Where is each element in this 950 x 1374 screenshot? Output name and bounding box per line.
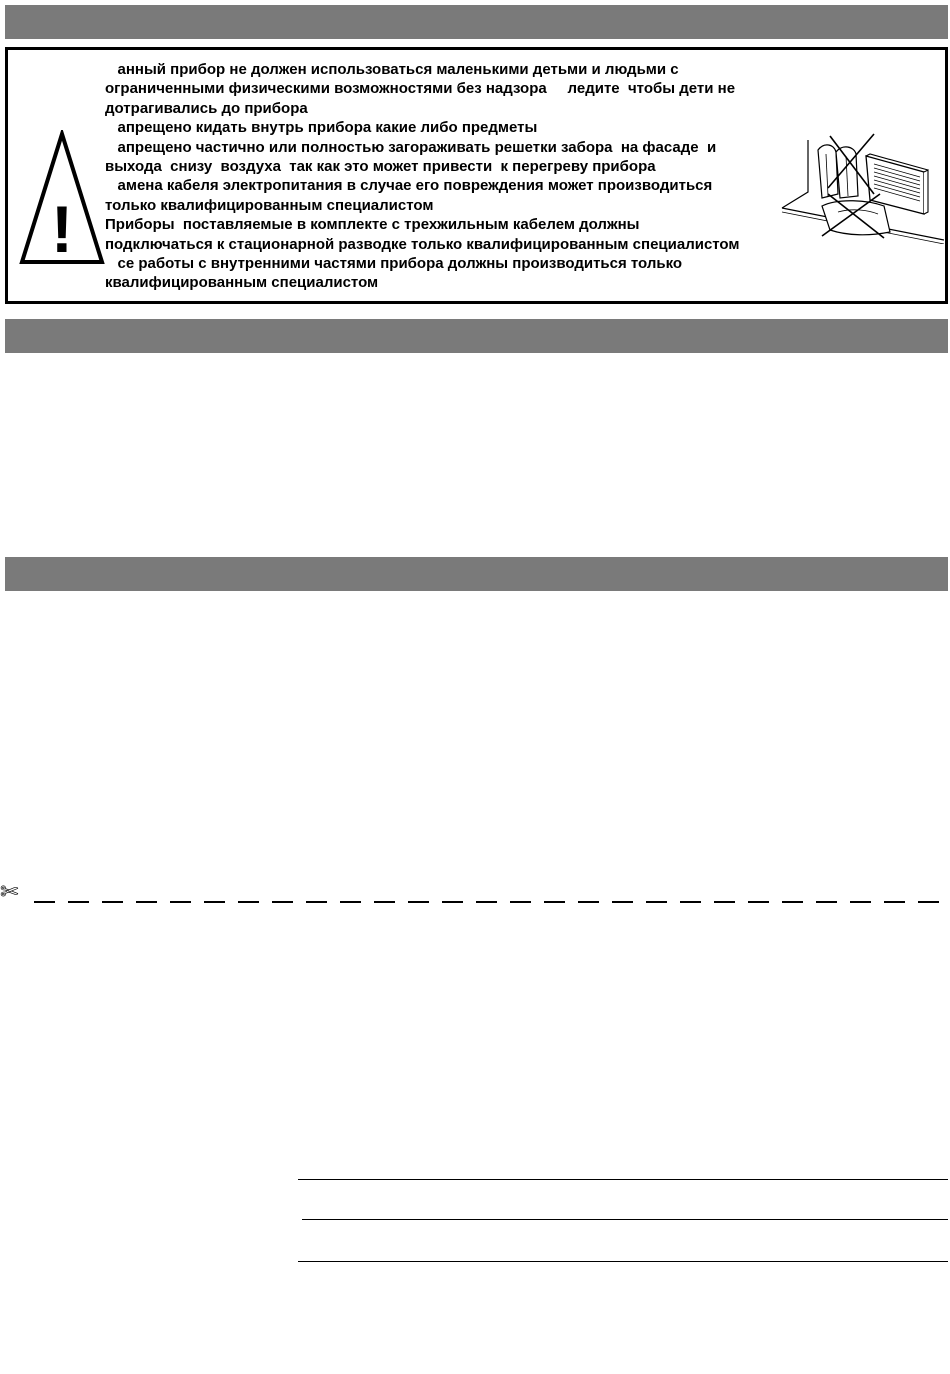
warning-triangle-icon bbox=[18, 130, 106, 268]
scissors-icon: ✄ bbox=[0, 880, 19, 905]
warning-line: подключаться к стационарной разводке только квалифицированным специалистом bbox=[105, 235, 740, 253]
dashed-cut-line bbox=[32, 899, 948, 905]
section-header-bar bbox=[5, 319, 948, 353]
section-header-bar bbox=[5, 5, 948, 39]
warning-line: Приборы поставляемые в комплекте с трехжильным кабелем должны bbox=[105, 216, 640, 234]
warning-line: апрещено частично или полностью загораживать решетки забора на фасаде и bbox=[105, 138, 717, 156]
warning-line: дотрагивались до прибора bbox=[105, 99, 308, 117]
warning-line: апрещено кидать внутрь прибора какие либо предметы bbox=[105, 119, 538, 137]
warning-line: квалифицированным специалистом bbox=[105, 274, 379, 292]
warning-box bbox=[5, 47, 948, 304]
warning-exclamation: ! bbox=[51, 192, 73, 266]
warning-line: выхода снизу воздуха так как это может привести к перегреву прибора bbox=[105, 158, 656, 176]
warning-line: амена кабеля электропитания в случае его повреждения может производиться bbox=[105, 177, 713, 195]
warning-line: только квалифицированным специалистом bbox=[105, 196, 434, 214]
heater-do-not-cover-icon bbox=[778, 132, 944, 244]
cut-line bbox=[0, 880, 950, 908]
warning-line: ограниченными физическими возможностями без надзора ледите чтобы дети не bbox=[105, 80, 736, 98]
section-header-bar bbox=[5, 557, 948, 591]
blank-line bbox=[298, 1261, 948, 1262]
warning-line: се работы с внутренними частями прибора должны производиться только bbox=[105, 255, 683, 273]
warning-line: анный прибор не должен использоваться маленькими детьми и людьми с bbox=[105, 61, 679, 78]
blank-line bbox=[302, 1219, 948, 1220]
blank-line bbox=[298, 1179, 948, 1180]
warning-text bbox=[105, 60, 775, 293]
